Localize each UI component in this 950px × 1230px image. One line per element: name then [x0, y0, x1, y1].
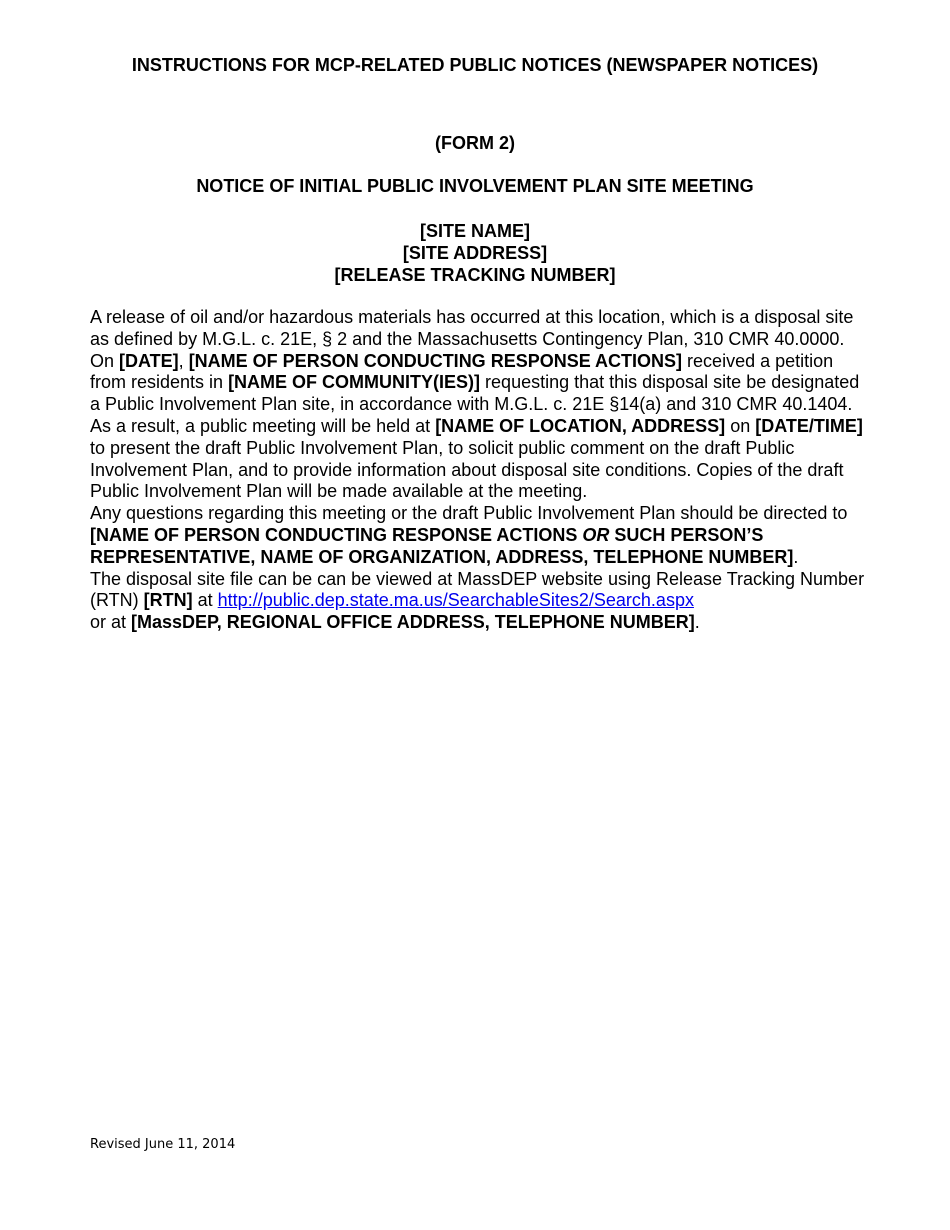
form-number: (FORM 2): [435, 133, 515, 153]
paragraph-release: A release of oil and/or hazardous materials has occurred at this location, which is a disposal site as defined by M.G.L. c. 21E, § 2 and the Massachusetts Contingency Plan, 310 CMR 40.0000. On [DATE], [NAME OF PERSON CONDUCTING RESPONSE ACTIONS] received a petition from residents in [NAME OF COMMUNITY(IES)] requesting that this disposal site be designated a Public Involvement Plan site, in accordance with M.G.L. c. 21E §14(a) and 310 CMR 40.1404. As a result, a public meeting will be held at [NAME OF LOCATION, ADDRESS] on [DATE/TIME] to present the draft Public Involvement Plan, to solicit public comment on the draft Public Involvement Plan, and to provide information about disposal site conditions. Copies of the draft Public Involvement Plan will be made available at the meeting.: [90, 307, 863, 502]
release-tracking-number: [RELEASE TRACKING NUMBER]: [334, 265, 616, 285]
site-name: [SITE NAME]: [420, 221, 530, 241]
searchable-sites-link[interactable]: http://public.dep.state.ma.us/SearchableSites2/Search.aspx: [217, 590, 694, 611]
notice-body: [90, 307, 870, 634]
paragraph-questions: Any questions regarding this meeting or the draft Public Involvement Plan should be directed to [NAME OF PERSON CONDUCTING RESPONSE ACTIONS OR SUCH PERSON’S REPRESENTATIVE, NAME OF ORGANIZATION, ADDRESS, TELEPHONE NUMBER].: [90, 503, 848, 567]
paragraph-site-file: The disposal site file can be can be viewed at MassDEP website using Release Tracking Number (RTN) [RTN] at http://public.dep.state.ma.us/SearchableSites2/Search.aspx or at [MassDEP, REGIONAL OFFICE ADDRESS, TELEPHONE NUMBER].: [90, 568, 865, 633]
site-address: [SITE ADDRESS]: [402, 243, 548, 263]
page-header: INSTRUCTIONS FOR MCP-RELATED PUBLIC NOTICES (NEWSPAPER NOTICES): [131, 55, 819, 75]
site-info-block: [0, 220, 950, 286]
revision-date: Revised June 11, 2014: [90, 1137, 236, 1152]
notice-title: NOTICE OF INITIAL PUBLIC INVOLVEMENT PLAN SITE MEETING: [196, 176, 754, 196]
